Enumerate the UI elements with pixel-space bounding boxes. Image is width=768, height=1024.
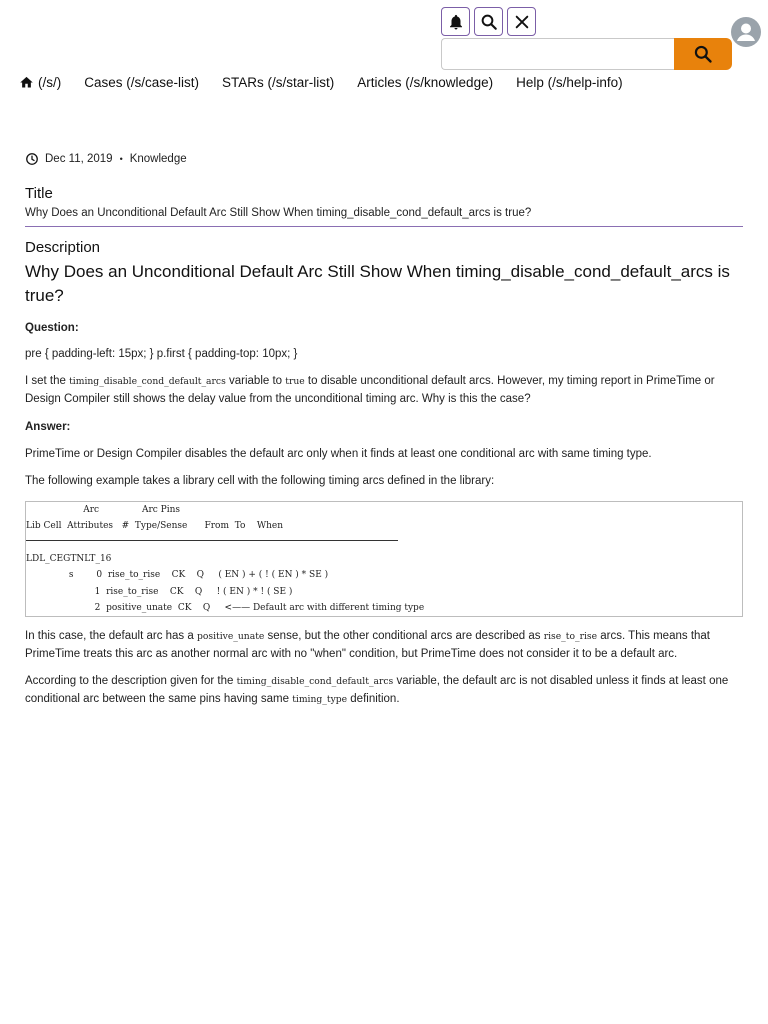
search-toggle-button[interactable] xyxy=(474,7,503,36)
clock-icon xyxy=(25,152,39,166)
nav-home-label: (/s/) xyxy=(38,75,62,90)
article-meta xyxy=(25,152,187,166)
pre-line: LDL_CEGTNLT_16 xyxy=(26,554,112,564)
nav-help[interactable] xyxy=(516,75,623,90)
answer-paragraph-1: PrimeTime or Design Compiler disables the default arc only when it finds at least one conditional arc with same timing type. xyxy=(25,448,652,460)
pre-line: 1 rise_to_rise CK Q ! ( EN ) * ! ( SE ) xyxy=(26,587,293,597)
nav-articles-label: Articles (/s/knowledge) xyxy=(357,75,494,90)
search-icon xyxy=(693,44,713,64)
answer-label-text: Answer: xyxy=(25,421,71,433)
home-icon xyxy=(19,75,34,90)
article-category: Knowledge xyxy=(129,153,187,165)
close-icon xyxy=(514,14,530,30)
article-heading: Why Does an Unconditional Default Arc Still Show When timing_disable_cond_default_arcs is true? xyxy=(25,262,730,305)
a4-text-2: variable, the default arc is not disabled unless it finds at least one conditional arc between the same pins having same xyxy=(25,675,729,705)
main-nav xyxy=(19,75,623,90)
close-button[interactable] xyxy=(507,7,536,36)
a3-code-positive-unate: positive_unate xyxy=(196,631,265,642)
article-title: Why Does an Unconditional Default Arc Still Show When timing_disable_cond_default_arcs is true? xyxy=(25,207,532,219)
answer-paragraph-2: The following example takes a library cell with the following timing arcs defined in the library: xyxy=(25,475,495,487)
q-text-3: to disable unconditional default arcs. However, my timing report in PrimeTime or Design Compiler still shows the delay value from the unconditional timing arc. Why is this the case? xyxy=(25,375,715,405)
search-submit-button[interactable] xyxy=(674,38,732,70)
title-divider xyxy=(25,226,743,227)
pre-line: s 0 rise_to_rise CK Q ( EN ) + ( ! ( EN ) * SE ) xyxy=(26,570,329,580)
a3-text-2: sense, but the other conditional arcs are described as xyxy=(264,630,544,642)
answer-paragraph-3 xyxy=(25,628,743,663)
question-label xyxy=(25,320,743,338)
pre-line: Lib Cell Attributes # Type/Sense From To When xyxy=(26,521,284,531)
pre-divider xyxy=(26,540,398,541)
a4-code-timing-type: timing_type xyxy=(292,693,348,705)
nav-stars[interactable] xyxy=(222,75,334,90)
search-input[interactable] xyxy=(441,38,675,70)
article-date: Dec 11, 2019 xyxy=(45,153,113,165)
user-avatar-icon xyxy=(731,17,761,47)
pre-line: 2 positive_unate CK Q <—— Default arc with different timing type xyxy=(26,603,425,613)
answer-label xyxy=(25,419,743,437)
bell-icon xyxy=(447,13,465,31)
notifications-button[interactable] xyxy=(441,7,470,36)
meta-separator: • xyxy=(119,154,123,164)
answer-paragraph-4 xyxy=(25,673,743,708)
user-avatar[interactable] xyxy=(731,17,761,47)
nav-stars-label: STARs (/s/star-list) xyxy=(222,75,335,90)
a4-text-3: definition. xyxy=(347,692,400,705)
a4-text-1: According to the description given for the xyxy=(25,675,237,687)
q-code-variable: timing_disable_cond_default_arcs xyxy=(69,376,226,387)
nav-help-label: Help (/s/help-info) xyxy=(516,75,623,90)
timing-arcs-table xyxy=(25,501,743,617)
description-label: Description xyxy=(25,239,101,256)
question-label-text: Question: xyxy=(25,322,79,334)
question-paragraph xyxy=(25,373,743,408)
q-text-1: I set the xyxy=(25,375,70,387)
title-label: Title xyxy=(25,185,53,202)
a3-text-3: arcs. This means that PrimeTime treats this arc as another normal arc with no "when" condition, but PrimeTime does not consider it to be a default arc. xyxy=(25,630,710,660)
q-code-true: true xyxy=(285,376,305,387)
search-icon xyxy=(480,13,498,31)
a3-code-rise-to-rise: rise_to_rise xyxy=(543,631,598,642)
pre-line: Arc Arc Pins xyxy=(26,505,181,515)
nav-cases[interactable] xyxy=(84,75,199,90)
nav-cases-label: Cases (/s/case-list) xyxy=(84,75,200,90)
css-text: pre { padding-left: 15px; } p.first { padding-top: 10px; } xyxy=(25,348,298,360)
q-text-2: variable to xyxy=(225,375,286,387)
nav-articles[interactable] xyxy=(357,75,493,90)
nav-home[interactable] xyxy=(19,75,61,90)
a4-code-variable: timing_disable_cond_default_arcs xyxy=(236,676,394,687)
a3-text-1: In this case, the default arc has a xyxy=(25,630,197,642)
